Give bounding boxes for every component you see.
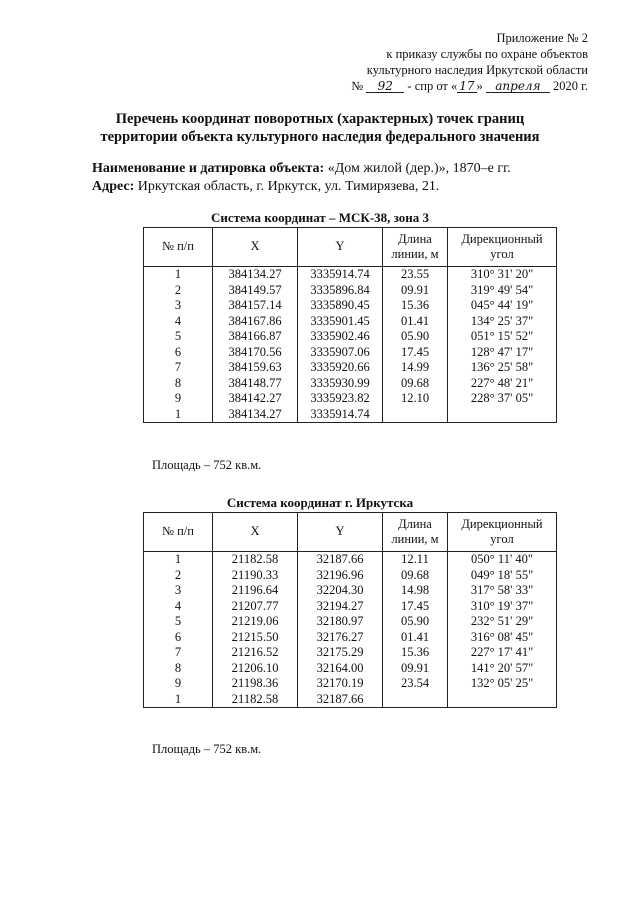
x-coordinate: 384134.27 bbox=[228, 406, 282, 421]
y-coordinate: 32187.66 bbox=[316, 691, 364, 706]
line-length: 09.68 bbox=[400, 567, 430, 582]
y-coordinate: 3335914.74 bbox=[310, 267, 370, 281]
table1-body-row bbox=[144, 267, 557, 423]
y-coordinate: 32170.19 bbox=[316, 676, 364, 690]
y-coordinate: 3335902.46 bbox=[310, 329, 370, 343]
y-coordinate: 32175.29 bbox=[316, 645, 364, 659]
object-name-label: Наименование и датировка объекта: bbox=[92, 161, 325, 176]
point-number: 1 bbox=[174, 552, 182, 566]
direction-angle: 228° 37' 05" bbox=[470, 391, 534, 405]
point-number: 9 bbox=[174, 676, 182, 690]
point-number: 8 bbox=[174, 375, 182, 390]
point-number: 2 bbox=[174, 282, 182, 297]
point-number: 5 bbox=[174, 614, 182, 628]
x-coordinate: 384134.27 bbox=[228, 267, 282, 281]
header-length-1: Длина bbox=[398, 516, 432, 531]
table2-area: Площадь – 752 кв.м. bbox=[152, 742, 262, 756]
table2-length-column bbox=[383, 552, 448, 708]
header-x: X bbox=[213, 513, 298, 552]
annex-block bbox=[328, 30, 588, 94]
annex-line-1: Приложение № 2 bbox=[496, 31, 588, 45]
order-year: 2020 г. bbox=[553, 79, 588, 93]
order-number-value: 92 bbox=[366, 80, 404, 93]
y-coordinate: 3335930.99 bbox=[310, 375, 370, 390]
x-coordinate: 21196.64 bbox=[231, 583, 279, 597]
point-number: 3 bbox=[174, 583, 182, 597]
point-number: 7 bbox=[174, 645, 182, 659]
y-coordinate: 32196.96 bbox=[316, 567, 364, 582]
header-angle bbox=[448, 513, 557, 552]
annex-line-3: культурного наследия Иркутской области bbox=[366, 63, 588, 77]
header-length-2: линии, м bbox=[391, 247, 439, 261]
x-coordinate: 21219.06 bbox=[231, 614, 279, 628]
table2-y-column bbox=[298, 552, 383, 708]
point-number: 9 bbox=[174, 391, 182, 405]
y-coordinate: 3335920.66 bbox=[310, 360, 370, 374]
annex-order-line: № 92 - спр от « 17 » апреля 2020 г. bbox=[351, 79, 588, 93]
line-length: 23.55 bbox=[400, 267, 430, 281]
coords-table-irkutsk bbox=[143, 512, 557, 708]
y-coordinate: 3335923.82 bbox=[310, 391, 370, 405]
header-x: X bbox=[213, 228, 298, 267]
x-coordinate: 384142.27 bbox=[228, 391, 282, 405]
direction-angle: 134° 25' 37" bbox=[470, 313, 534, 328]
line-length: 09.91 bbox=[400, 282, 430, 297]
coords-table-msk38 bbox=[143, 227, 557, 423]
x-coordinate: 384166.87 bbox=[228, 329, 282, 343]
x-coordinate: 384167.86 bbox=[228, 313, 282, 328]
point-number: 8 bbox=[174, 660, 182, 675]
y-coordinate: 32194.27 bbox=[316, 598, 364, 613]
x-coordinate: 21215.50 bbox=[231, 629, 279, 644]
direction-angle: 317° 58' 33" bbox=[470, 583, 534, 597]
y-coordinate: 32180.97 bbox=[316, 614, 364, 628]
order-day: 17 bbox=[459, 79, 475, 93]
y-coordinate: 32176.27 bbox=[316, 629, 364, 644]
x-coordinate: 384148.77 bbox=[228, 375, 282, 390]
x-coordinate: 21207.77 bbox=[231, 598, 279, 613]
x-coordinate: 384170.56 bbox=[228, 344, 282, 359]
direction-angle: 051° 15' 52" bbox=[470, 329, 534, 343]
object-name-row bbox=[92, 160, 511, 178]
table1-area: Площадь – 752 кв.м. bbox=[152, 458, 262, 472]
line-length: 23.54 bbox=[400, 676, 430, 690]
direction-angle: 141° 20' 57" bbox=[470, 660, 534, 675]
y-coordinate: 3335890.45 bbox=[310, 298, 370, 312]
x-coordinate: 21206.10 bbox=[231, 660, 279, 675]
point-number: 6 bbox=[174, 344, 182, 359]
x-coordinate: 384149.57 bbox=[228, 282, 282, 297]
table1-num-column bbox=[144, 267, 213, 423]
direction-angle: 132° 05' 25" bbox=[470, 676, 534, 690]
direction-angle: 310° 19' 37" bbox=[470, 598, 534, 613]
header-angle-1: Дирекционный bbox=[461, 231, 543, 246]
y-coordinate: 3335914.74 bbox=[310, 406, 370, 421]
annex-line-2: к приказу службы по охране объектов bbox=[386, 47, 588, 61]
line-length: 05.90 bbox=[400, 329, 430, 343]
y-coordinate: 32164.00 bbox=[316, 660, 364, 675]
x-coordinate: 384157.14 bbox=[228, 298, 282, 312]
x-coordinate: 21190.33 bbox=[231, 567, 279, 582]
line-length: 17.45 bbox=[400, 344, 430, 359]
table1-y-column bbox=[298, 267, 383, 423]
x-coordinate: 384159.63 bbox=[228, 360, 282, 374]
table1-title: Система координат – МСК-38, зона 3 bbox=[210, 210, 430, 225]
table2-title: Система координат г. Иркутска bbox=[226, 495, 414, 510]
header-length bbox=[383, 513, 448, 552]
direction-angle: 045° 44' 19" bbox=[470, 298, 534, 312]
point-number: 2 bbox=[174, 567, 182, 582]
direction-angle: 319° 49' 54" bbox=[470, 282, 534, 297]
y-coordinate: 3335896.84 bbox=[310, 282, 370, 297]
document-title bbox=[40, 110, 600, 146]
header-length-2: линии, м bbox=[391, 532, 439, 546]
line-length: 09.91 bbox=[400, 660, 430, 675]
point-number: 4 bbox=[174, 598, 182, 613]
title-line-1: Перечень координат поворотных (характерных) точек границ bbox=[115, 111, 525, 127]
x-coordinate: 21182.58 bbox=[231, 691, 279, 706]
table2-header-row bbox=[144, 513, 557, 552]
line-length: 05.90 bbox=[400, 614, 430, 628]
line-length: 12.10 bbox=[400, 391, 430, 405]
line-length: 14.99 bbox=[400, 360, 430, 374]
point-number: 4 bbox=[174, 313, 182, 328]
y-coordinate: 32204.30 bbox=[316, 583, 364, 597]
point-number: 5 bbox=[174, 329, 182, 343]
order-mid-text: - спр от « bbox=[407, 79, 458, 93]
header-length-1: Длина bbox=[398, 231, 432, 246]
point-number: 1 bbox=[174, 406, 182, 421]
table2-num-column bbox=[144, 552, 213, 708]
direction-angle: 128° 47' 17" bbox=[470, 344, 534, 359]
header-angle-1: Дирекционный bbox=[461, 516, 543, 531]
direction-angle: 310° 31' 20" bbox=[470, 267, 534, 281]
table2-body-row bbox=[144, 552, 557, 708]
x-coordinate: 21198.36 bbox=[231, 676, 279, 690]
line-length: 09.68 bbox=[400, 375, 430, 390]
header-num: № п/п bbox=[144, 513, 213, 552]
table1-x-column bbox=[213, 267, 298, 423]
object-info bbox=[92, 160, 511, 196]
line-length: 15.36 bbox=[400, 298, 430, 312]
point-number: 1 bbox=[174, 691, 182, 706]
direction-angle: 227° 48' 21" bbox=[470, 375, 534, 390]
line-length: 12.11 bbox=[401, 552, 429, 566]
point-number: 3 bbox=[174, 298, 182, 312]
line-length: 17.45 bbox=[400, 598, 430, 613]
direction-angle: 316° 08' 45" bbox=[470, 629, 534, 644]
direction-angle: 232° 51' 29" bbox=[470, 614, 534, 628]
object-address-row bbox=[92, 178, 511, 196]
direction-angle: 136° 25' 58" bbox=[470, 360, 534, 374]
order-month: апреля bbox=[486, 80, 550, 93]
object-address-value: Иркутская область, г. Иркутск, ул. Тимирязева, 21. bbox=[134, 179, 440, 194]
object-name-value: «Дом жилой (дер.)», 1870–е гг. bbox=[324, 161, 511, 176]
line-length: 14.98 bbox=[400, 583, 430, 597]
direction-angle: 050° 11' 40" bbox=[471, 552, 533, 566]
y-coordinate: 3335901.45 bbox=[310, 313, 370, 328]
order-number-label: № bbox=[351, 79, 364, 93]
table2-x-column bbox=[213, 552, 298, 708]
header-num: № п/п bbox=[144, 228, 213, 267]
table2-angle-column bbox=[448, 552, 557, 708]
header-angle-2: угол bbox=[490, 247, 514, 261]
header-angle bbox=[448, 228, 557, 267]
y-coordinate: 32187.66 bbox=[316, 552, 364, 566]
table1-length-column bbox=[383, 267, 448, 423]
header-angle-2: угол bbox=[490, 532, 514, 546]
y-coordinate: 3335907.06 bbox=[310, 344, 370, 359]
x-coordinate: 21182.58 bbox=[231, 552, 279, 566]
line-length: 01.41 bbox=[400, 313, 430, 328]
table1-header-row bbox=[144, 228, 557, 267]
table1-angle-column bbox=[448, 267, 557, 423]
object-address-label: Адрес: bbox=[92, 179, 135, 194]
direction-angle: 227° 17' 41" bbox=[470, 645, 534, 659]
point-number: 6 bbox=[174, 629, 182, 644]
point-number: 1 bbox=[174, 267, 182, 281]
line-length: 01.41 bbox=[400, 629, 430, 644]
x-coordinate: 21216.52 bbox=[231, 645, 279, 659]
header-y: Y bbox=[298, 228, 383, 267]
title-line-2: территории объекта культурного наследия федерального значения bbox=[100, 129, 540, 145]
header-length bbox=[383, 228, 448, 267]
line-length: 15.36 bbox=[400, 645, 430, 659]
point-number: 7 bbox=[174, 360, 182, 374]
header-y: Y bbox=[298, 513, 383, 552]
direction-angle: 049° 18' 55" bbox=[470, 567, 534, 582]
